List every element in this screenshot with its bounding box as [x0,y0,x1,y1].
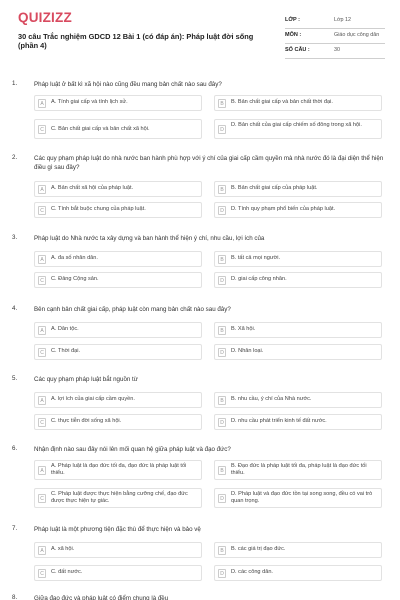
question-number: 2. [12,154,18,161]
answer-option-b[interactable] [214,460,382,480]
answer-option-b[interactable] [214,392,382,408]
option-letter: D [218,569,226,578]
option-letter: A [38,255,46,264]
answer-option-a[interactable] [34,251,202,267]
option-text: A. Bản chất xã hội của pháp luật. [51,185,134,191]
question-text: Pháp luật ở bất kì xã hội nào cũng đều mang bản chất nào sau đây? [34,81,222,88]
meta-key: LỚP : [285,17,300,23]
option-text: A. đa số nhân dân. [51,255,98,261]
answer-option-a[interactable] [34,95,202,111]
option-text: C. thực tiễn đời sống xã hội. [51,418,122,424]
answer-option-d[interactable] [214,202,382,218]
question-text: Pháp luật do Nhà nước ta xây dựng và ban hành thể hiện ý chí, nhu cầu, lợi ích của [34,235,265,242]
option-letter: C [38,418,46,427]
answer-option-d[interactable] [214,119,382,139]
option-letter: C [38,348,46,357]
option-text: D. Bản chất của giai cấp chiếm số đông trong xã hội. [231,122,362,128]
option-letter: D [218,418,226,427]
option-text: A. Pháp luật là đạo đức tối đa, đạo đức là pháp luật tối thiểu. [51,463,187,476]
answer-option-b[interactable] [214,542,382,558]
option-letter: C [38,276,46,285]
question-number: 6. [12,445,18,452]
meta-key: SỐ CÂU : [285,47,310,53]
answer-option-d[interactable] [214,414,382,430]
option-text: C. Bản chất giai cấp và bản chất xã hội. [51,126,150,132]
option-letter: D [218,348,226,357]
quizizz-logo: QUIZIZZ [18,10,72,25]
option-text: B. các giá trị đạo đức. [231,546,286,552]
option-text: D. nhu cầu phát triển kinh tế đất nước. [231,418,327,424]
option-text: B. tất cả mọi người. [231,255,281,261]
answer-option-b[interactable] [214,181,382,197]
option-letter: B [218,546,226,555]
answer-option-d[interactable] [214,488,382,508]
option-letter: A [38,185,46,194]
question-number: 5. [12,375,18,382]
option-text: C. Thời đại. [51,348,81,354]
option-text: A. lợi ích của giai cấp cầm quyền. [51,396,135,402]
meta-value: Lớp 12 [334,17,352,23]
question-text: Nhận định nào sau đây nói lên mối quan hệ giữa pháp luật và đạo đức? [34,446,231,453]
question-text: Các quy phạm pháp luật bắt nguồn từ [34,376,138,383]
meta-row-count [285,44,385,59]
option-letter: B [218,255,226,264]
meta-key: MÔN : [285,32,302,38]
option-text: B. Bản chất giai cấp của pháp luật. [231,185,318,191]
answer-option-c[interactable] [34,414,202,430]
option-text: B. Đạo đức là pháp luật tối đa, pháp luật là đạo đức tối thiểu. [231,463,367,476]
question-number: 7. [12,525,18,532]
option-text: C. đất nước. [51,569,83,575]
answer-option-c[interactable] [34,272,202,288]
option-letter: C [38,569,46,578]
option-letter: A [38,396,46,405]
option-text: A. Tính giai cấp và tính lịch sử. [51,99,128,105]
answer-option-a[interactable] [34,322,202,338]
option-letter: D [218,206,226,215]
option-letter: B [218,99,226,108]
question-number: 4. [12,305,18,312]
answer-option-c[interactable] [34,488,202,508]
option-letter: D [218,125,226,134]
option-letter: C [38,206,46,215]
option-letter: A [38,326,46,335]
option-letter: D [218,494,226,503]
answer-option-b[interactable] [214,251,382,267]
meta-value: Giáo dục công dân [334,32,380,38]
answer-option-c[interactable] [34,344,202,360]
option-text: D. Pháp luật và đạo đức tồn tại song song, đều có vai trò quan trọng. [231,491,373,504]
option-text: A. Dân tộc. [51,326,79,332]
option-text: B. Xã hội. [231,326,256,332]
answer-option-b[interactable] [214,95,382,111]
option-letter: D [218,276,226,285]
question-text: Giữa đạo đức và pháp luật có điểm chung là đều [34,595,169,600]
answer-option-d[interactable] [214,272,382,288]
option-text: B. Bản chất giai cấp và bản chất thời đại. [231,99,333,105]
question-number: 1. [12,80,18,87]
option-text: B. nhu cầu, ý chí của Nhà nước. [231,396,312,402]
answer-option-a[interactable] [34,392,202,408]
option-letter: B [218,396,226,405]
answer-option-c[interactable] [34,119,202,139]
option-text: D. các công dân. [231,569,273,575]
option-letter: C [38,125,46,134]
question-number: 3. [12,234,18,241]
option-text: D. giai cấp công nhân. [231,276,287,282]
option-text: D. Nhân loại. [231,348,264,354]
answer-option-a[interactable] [34,460,202,480]
option-letter: A [38,99,46,108]
option-letter: B [218,466,226,475]
answer-option-c[interactable] [34,565,202,581]
answer-option-a[interactable] [34,542,202,558]
question-text: Pháp luật là một phương tiện đặc thù để thực hiện và bảo vệ [34,526,201,533]
option-text: C. Tính bắt buộc chung của pháp luật. [51,206,146,212]
option-text: A. xã hội. [51,546,75,552]
option-letter: A [38,466,46,475]
answer-option-b[interactable] [214,322,382,338]
answer-option-c[interactable] [34,202,202,218]
option-text: C. Đảng Cộng sản. [51,276,99,282]
answer-option-d[interactable] [214,565,382,581]
worksheet-meta [285,14,385,59]
answer-option-a[interactable] [34,181,202,197]
question-number: 8. [12,594,18,600]
meta-row-class [285,14,385,29]
meta-value: 30 [334,47,340,53]
option-letter: A [38,546,46,555]
option-letter: C [38,494,46,503]
option-text: D. Tính quy phạm phổ biến của pháp luật. [231,206,336,212]
worksheet-header [0,0,400,64]
question-text: Bên cạnh bản chất giai cấp, pháp luật còn mang bản chất nào sau đây? [34,306,231,313]
option-letter: B [218,326,226,335]
option-text: C. Pháp luật được thực hiện bằng cưỡng chế, đạo đức được thực hiện tự giác. [51,491,188,504]
option-letter: B [218,185,226,194]
question-text: Các quy phạm pháp luật do nhà nước ban hành phù hợp với ý chí của giai cấp cầm quyền mà nhà nước đó là đại diện thể hiện điều gì sau đây? [34,155,384,171]
worksheet-title: 30 câu Trắc nghiệm GDCD 12 Bài 1 (có đáp án): Pháp luật đời sống (phần 4) [18,32,254,50]
answer-option-d[interactable] [214,344,382,360]
meta-row-subject [285,29,385,44]
